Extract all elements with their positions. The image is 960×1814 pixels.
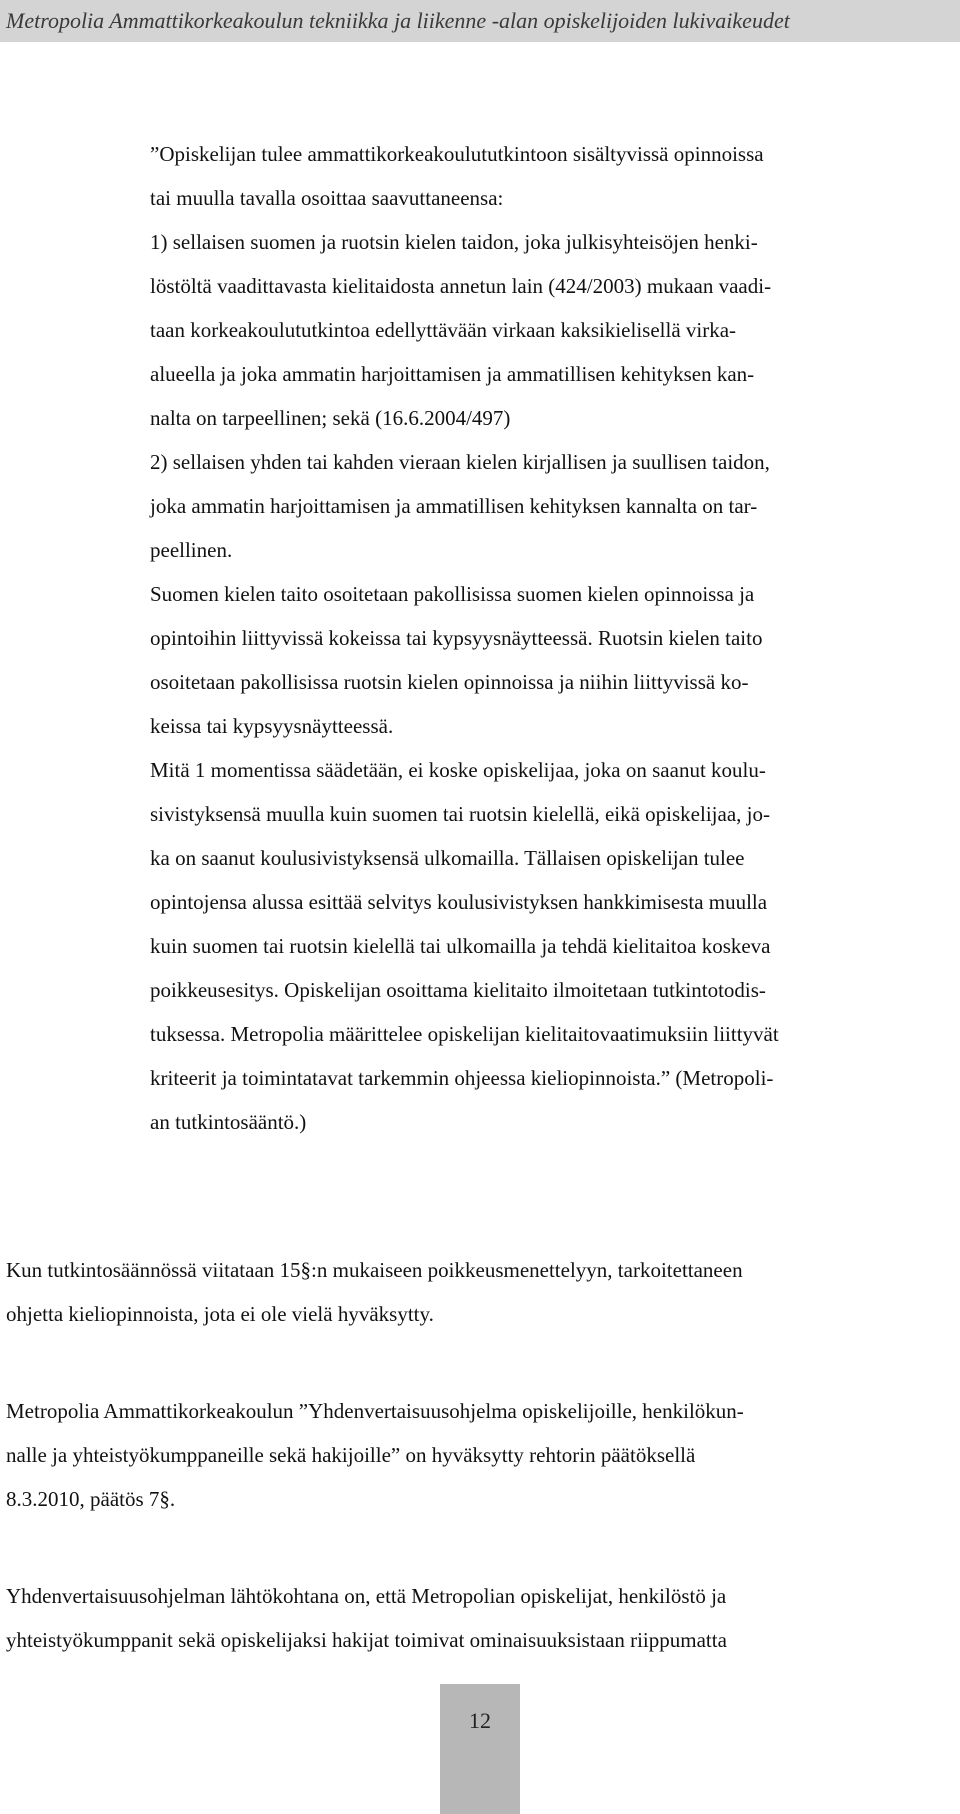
law-quotation	[150, 132, 940, 1144]
paragraph-line: Kun tutkintosäännössä viitataan 15§:n mukaiseen poikkeusmenettelyyn, tarkoitettaneen	[6, 1258, 743, 1282]
quote-line: taan korkeakoulututkintoa edellyttävään virkaan kaksikielisellä virka-	[150, 318, 737, 342]
quote-line: nalta on tarpeellinen; sekä (16.6.2004/497)	[150, 406, 511, 430]
quote-line: an tutkintosääntö.)	[150, 1110, 307, 1134]
paragraph-equality-program-basis	[6, 1574, 956, 1662]
paragraph-line: ohjetta kieliopinnoista, jota ei ole vielä hyväksytty.	[6, 1302, 434, 1326]
quote-line: 1) sellaisen suomen ja ruotsin kielen taidon, joka julkisyhteisöjen henki-	[150, 230, 758, 254]
quote-line: opintojensa alussa esittää selvitys koulusivistyksen hankkimisesta muulla	[150, 890, 768, 914]
paragraph-line: Metropolia Ammattikorkeakoulun ”Yhdenvertaisuusohjelma opiskelijoille, henkilökun-	[6, 1399, 744, 1423]
quote-line: kuin suomen tai ruotsin kielellä tai ulkomailla ja tehdä kielitaitoa koskeva	[150, 934, 771, 958]
page-number: 12	[469, 1708, 491, 1733]
paragraph-exception-procedure	[6, 1248, 956, 1336]
quote-line: poikkeusesitys. Opiskelijan osoittama kielitaito ilmoitetaan tutkintotodis-	[150, 978, 766, 1002]
quote-line: osoitetaan pakollisissa ruotsin kielen opinnoissa ja niihin liittyvissä ko-	[150, 670, 749, 694]
quote-line: löstöltä vaadittavasta kielitaidosta annetun lain (424/2003) mukaan vaadi-	[150, 274, 772, 298]
quote-line: kriteerit ja toimintatavat tarkemmin ohjeessa kieliopinnoista.” (Metropoli-	[150, 1066, 774, 1090]
quote-line: 2) sellaisen yhden tai kahden vieraan kielen kirjallisen ja suullisen taidon,	[150, 450, 770, 474]
quote-line: opintoihin liittyvissä kokeissa tai kypsyysnäytteessä. Ruotsin kielen taito	[150, 626, 763, 650]
paragraph-line: nalle ja yhteistyökumppaneille sekä hakijoille” on hyväksytty rehtorin päätöksellä	[6, 1443, 696, 1467]
paragraph-line: 8.3.2010, päätös 7§.	[6, 1487, 176, 1511]
quote-line: tuksessa. Metropolia määrittelee opiskelijan kielitaitovaatimuksiin liittyvät	[150, 1022, 779, 1046]
quote-line: ka on saanut koulusivistyksensä ulkomailla. Tällaisen opiskelijan tulee	[150, 846, 745, 870]
quote-line: Mitä 1 momentissa säädetään, ei koske opiskelijaa, joka on saanut koulu-	[150, 758, 766, 782]
quote-line: joka ammatin harjoittamisen ja ammatillisen kehityksen kannalta on tar-	[150, 494, 758, 518]
running-header-title: Metropolia Ammattikorkeakoulun tekniikka ja liikenne -alan opiskelijoiden lukivaikeudet	[6, 8, 790, 33]
paragraph-line: yhteistyökumppanit sekä opiskelijaksi hakijat toimivat ominaisuuksistaan riippumatta	[6, 1628, 727, 1652]
quote-line: peellinen.	[150, 538, 233, 562]
quote-line: keissa tai kypsyysnäytteessä.	[150, 714, 394, 738]
quote-line: sivistyksensä muulla kuin suomen tai ruotsin kielellä, eikä opiskelijaa, jo-	[150, 802, 770, 826]
page-number-box	[440, 1684, 520, 1814]
paragraph-equality-program-approval	[6, 1389, 956, 1521]
quote-line: alueella ja joka ammatin harjoittamisen ja ammatillisen kehityksen kan-	[150, 362, 755, 386]
quote-line: Suomen kielen taito osoitetaan pakollisissa suomen kielen opinnoissa ja	[150, 582, 755, 606]
quote-line: ”Opiskelijan tulee ammattikorkeakoulututkintoon sisältyvissä opinnoissa	[150, 142, 764, 166]
paragraph-line: Yhdenvertaisuusohjelman lähtökohtana on, että Metropolian opiskelijat, henkilöstö ja	[6, 1584, 727, 1608]
running-header	[0, 0, 960, 42]
quote-line: tai muulla tavalla osoittaa saavuttaneensa:	[150, 186, 504, 210]
